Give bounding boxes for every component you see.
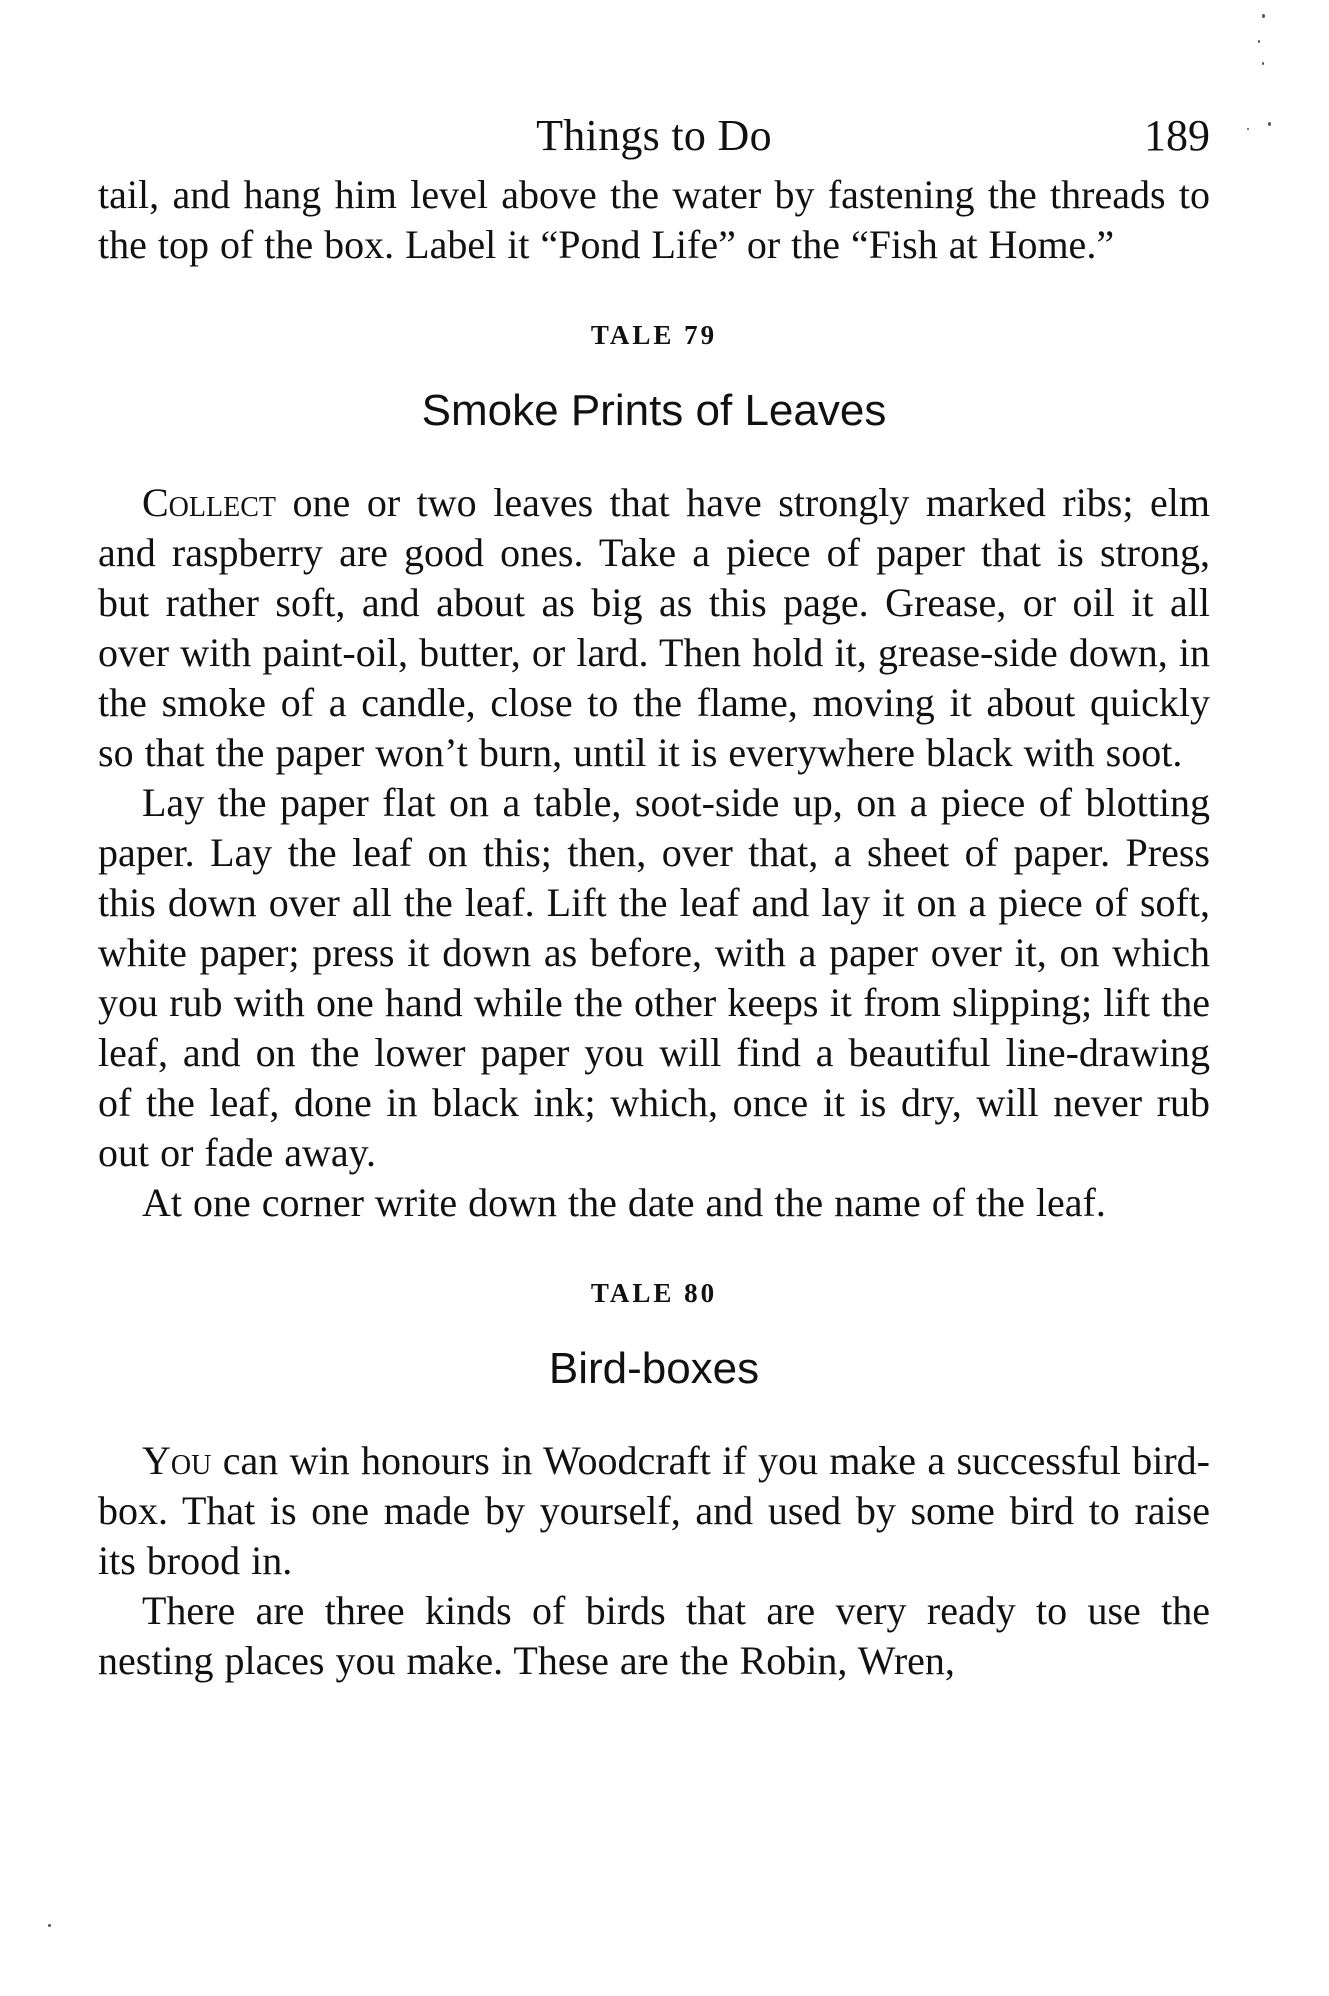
tale-79-paragraph-2: Lay the paper flat on a table, soot-side up, on a piece of blotting paper. Lay the leaf on this; then, over that, a sheet of paper. Press this down over all the leaf. Lift the leaf and lay it on a piece of soft, white paper; press it down as before, with a paper over it, on which you rub with one hand while the other keeps it from slipping; lift the leaf, and on the lower paper you will find a beautiful line-drawing of the leaf, done in black ink; which, once it is dry, will never rub out or fade away. xyxy=(98,780,1210,1175)
tale-80-paragraph-1 xyxy=(98,1436,1210,1586)
tale-79-label: TALE 79 xyxy=(590,320,718,350)
tale-79-title: Smoke Prints of Leaves xyxy=(421,386,887,435)
book-page xyxy=(98,110,1210,1686)
scan-speck xyxy=(48,1924,51,1927)
tale-80-paragraph-2: There are three kinds of birds that are very ready to use the nesting places you make. These are the Robin, Wren, xyxy=(98,1588,1210,1683)
tale-79-paragraph-1-text: one or two leaves that have strongly marked ribs; elm and raspberry are good ones. Take a piece of paper that is strong, but rather soft, and about as big as this page. Grease, or oil it all over with paint-oil, butter, or lard. Then hold it, grease-side down, in the smoke of a candle, close to the flame, moving it about quickly so that the paper won’t burn, until it is everywhere black with soot. xyxy=(98,480,1210,775)
tale-80-paragraph-1-text: can win honours in Woodcraft if you make a successful bird-box. That is one made by yourself, and used by some bird to raise its brood in. xyxy=(98,1438,1210,1583)
scan-speck xyxy=(1262,62,1264,65)
tale-79-paragraph-1 xyxy=(98,478,1210,778)
scan-speck xyxy=(1268,122,1271,126)
scan-speck xyxy=(1262,14,1265,18)
tale-79-lead-word: Collect xyxy=(142,480,276,525)
tale-80-title: Bird-boxes xyxy=(548,1344,760,1393)
tale-80-lead-word: You xyxy=(142,1438,212,1483)
scan-speck xyxy=(1247,128,1249,130)
running-head xyxy=(98,110,1210,170)
continuation-paragraph: tail, and hang him level above the water by fastening the threads to the top of the box. Label it “Pond Life” or the “Fish at Home.” xyxy=(98,172,1210,267)
tale-80-label: TALE 80 xyxy=(590,1278,718,1308)
scan-speck xyxy=(1258,40,1260,43)
tale-79-paragraph-3: At one corner write down the date and the name of the leaf. xyxy=(142,1180,1106,1225)
running-title: Things to Do xyxy=(536,111,772,160)
page-number: 189 xyxy=(1144,111,1210,160)
